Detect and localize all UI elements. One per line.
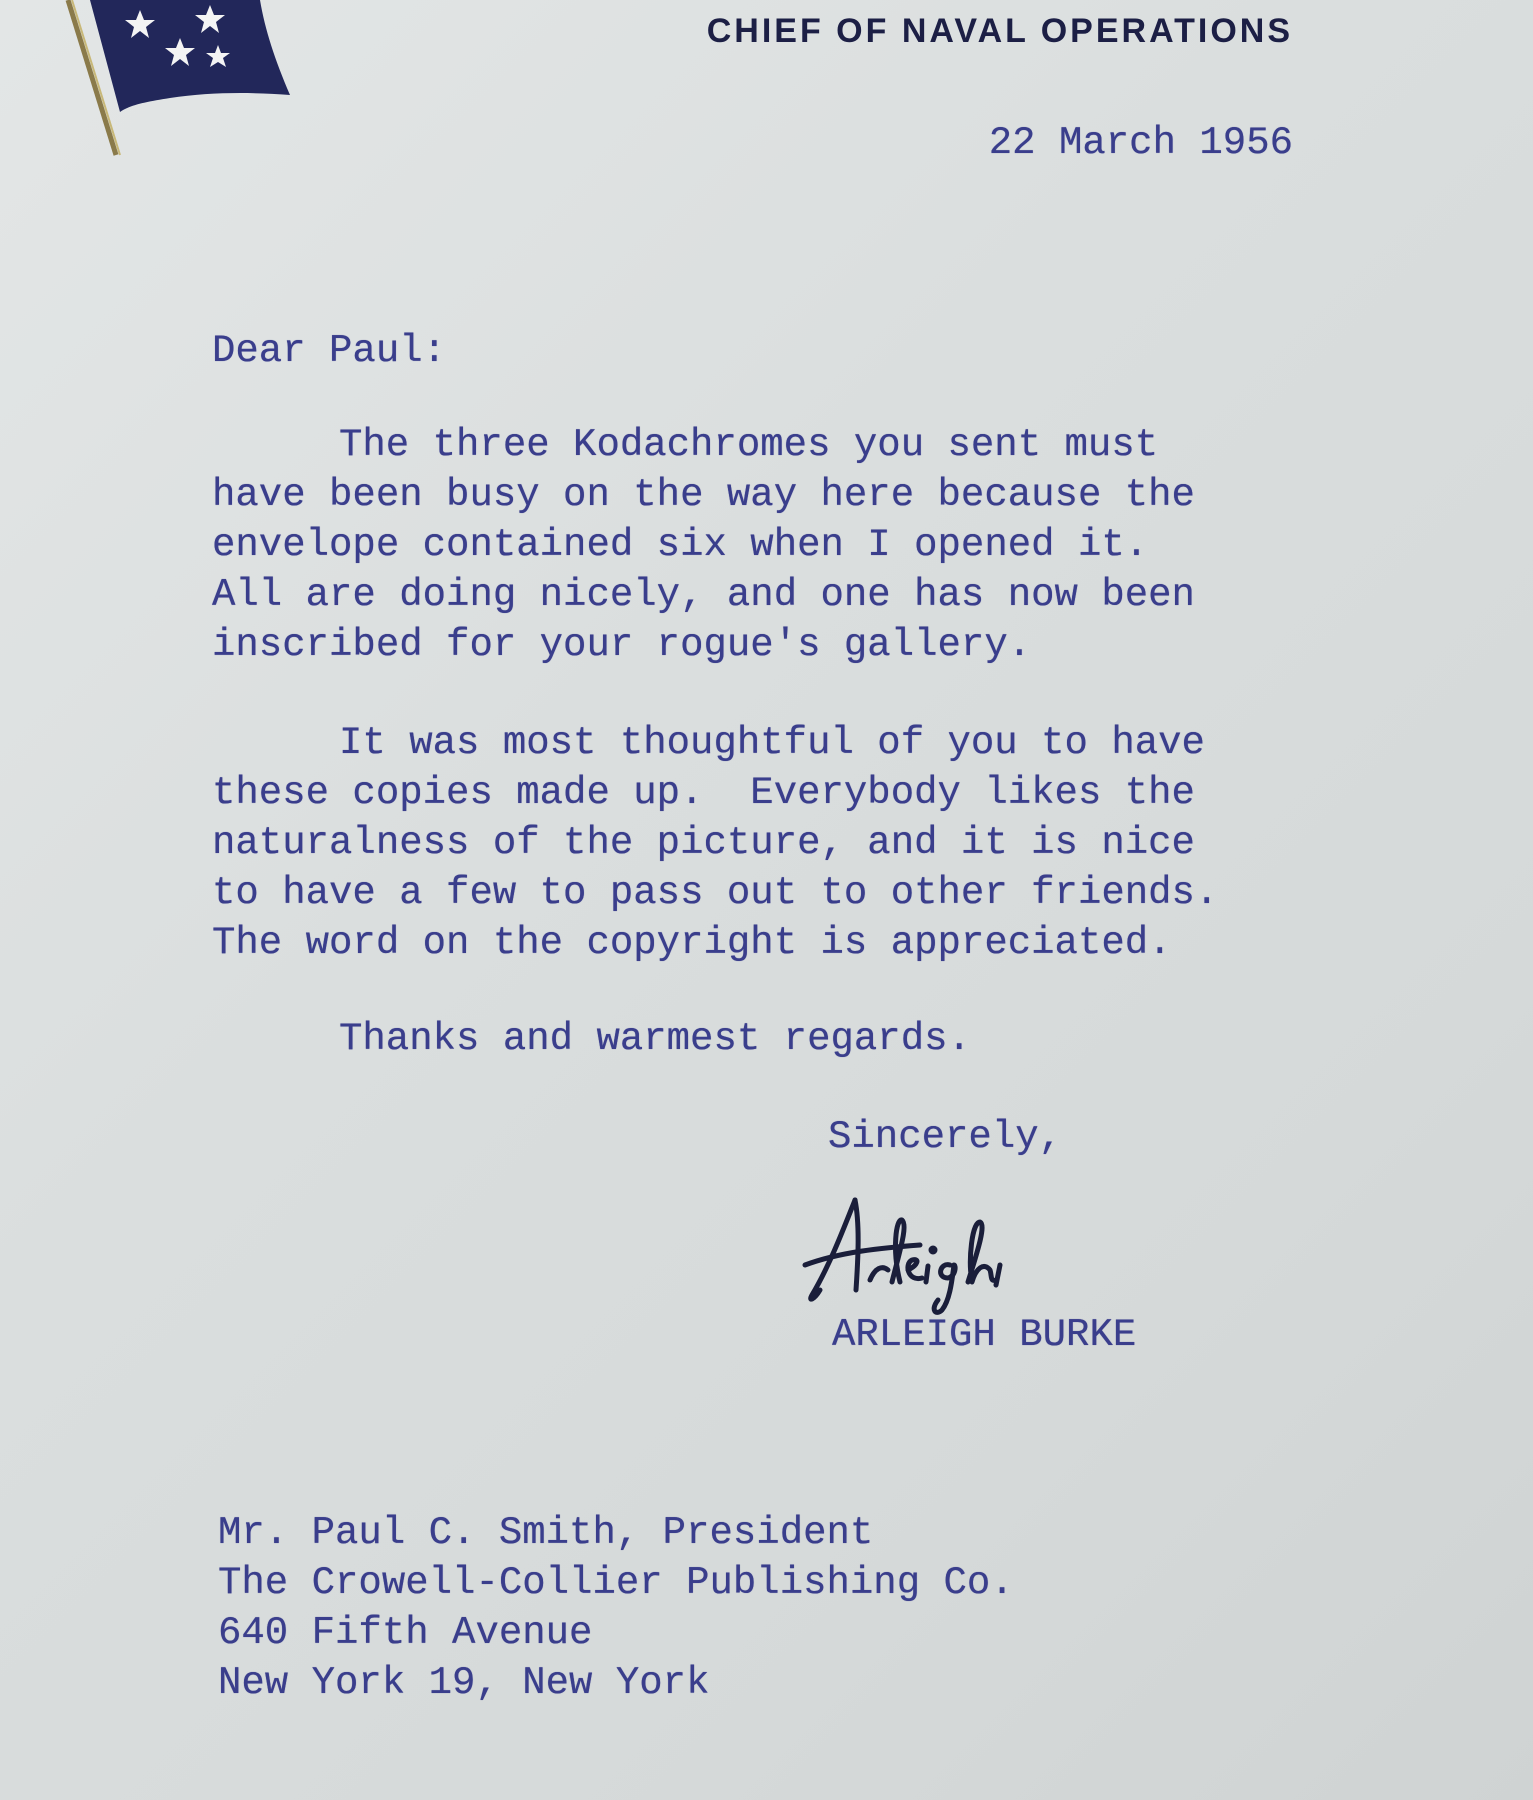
navy-flag-icon [60, 0, 300, 160]
paragraph-line: Thanks and warmest regards. [339, 1017, 971, 1061]
paragraph-line: inscribed for your rogue's gallery. [212, 623, 1032, 667]
closing: Sincerely, [828, 1115, 1063, 1159]
address-line: 640 Fifth Avenue [218, 1611, 593, 1655]
paragraph-line: envelope contained six when I opened it. [212, 523, 1149, 567]
paragraph-line: to have a few to pass out to other friends. [212, 871, 1219, 915]
paragraph-line: these copies made up. Everybody likes the [212, 771, 1195, 815]
letter-date: 22 March 1956 [988, 121, 1293, 165]
paragraph-line: The word on the copyright is appreciated. [212, 921, 1172, 965]
letterhead-title: CHIEF OF NAVAL OPERATIONS [706, 12, 1293, 50]
address-line: The Crowell-Collier Publishing Co. [218, 1561, 1014, 1605]
recipient-address [218, 1508, 1014, 1708]
handwritten-signature [800, 1170, 1080, 1320]
address-line: Mr. Paul C. Smith, President [218, 1511, 874, 1555]
salutation: Dear Paul: [212, 329, 447, 373]
paragraph-line: It was most thoughtful of you to have [339, 721, 1205, 765]
paragraph-line: The three Kodachromes you sent must [339, 423, 1159, 467]
paragraph-line: have been busy on the way here because the [212, 473, 1195, 517]
address-line: New York 19, New York [218, 1661, 710, 1705]
body-paragraph-3 [339, 1014, 971, 1064]
paragraph-line: All are doing nicely, and one has now been [212, 573, 1195, 617]
body-paragraph-2 [212, 718, 1218, 968]
signer-name: ARLEIGH BURKE [832, 1313, 1137, 1357]
body-paragraph-1 [212, 420, 1195, 670]
paragraph-line: naturalness of the picture, and it is nice [212, 821, 1195, 865]
